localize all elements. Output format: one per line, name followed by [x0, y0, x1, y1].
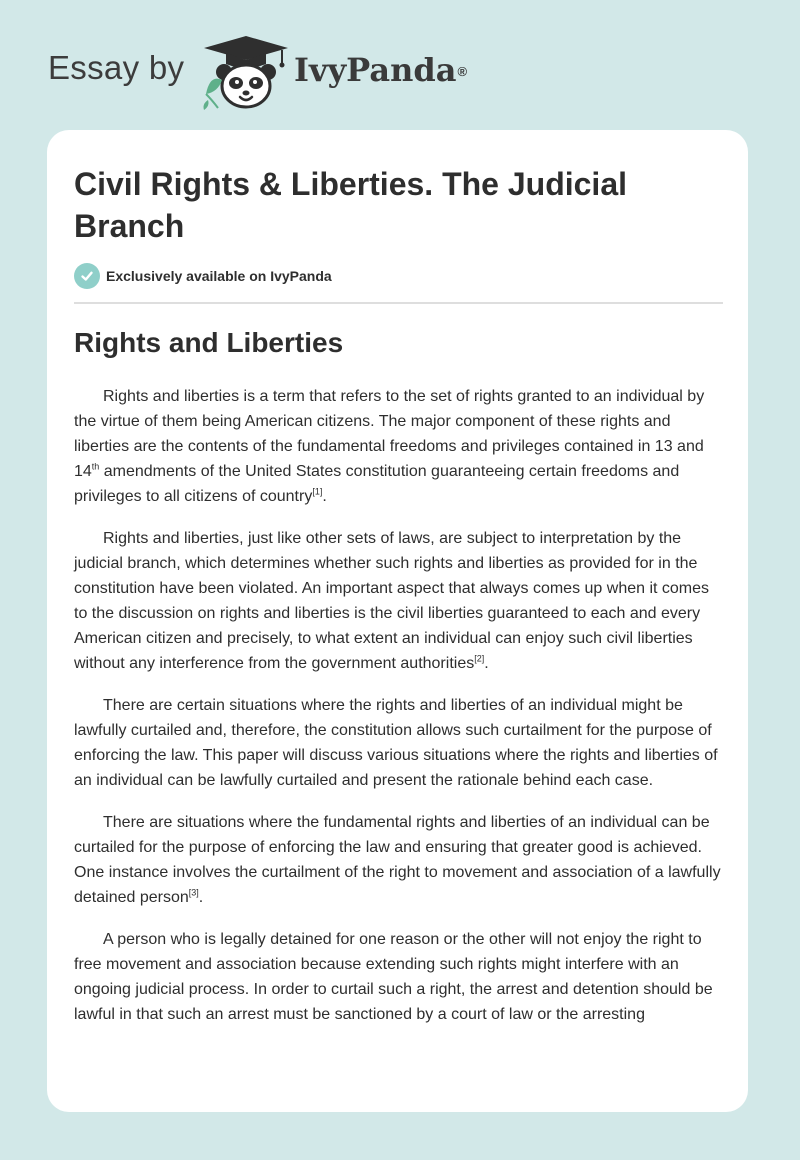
paragraph-2: Rights and liberties, just like other sets of laws, are subject to interpretation by the judicial branch, which determines whether such rights and liberties as provided for in the constitution have been violated. An important aspect that always comes up when it comes to the discussion on rights and liberties is the civil liberties guaranteed to each and every American citizen and precisely, to what extent an individual can enjoy such civil liberties without any interference from the government authorities[2]. — [74, 530, 710, 672]
site-header — [0, 0, 800, 120]
section-heading: Rights and Liberties — [74, 327, 344, 358]
essay-card — [47, 130, 748, 1112]
panda-logo-icon[interactable] — [200, 34, 292, 110]
brand-name[interactable]: IvyPanda® — [294, 51, 468, 89]
superscript-th: th — [91, 461, 100, 472]
check-circle-icon — [74, 263, 100, 289]
exclusive-badge — [74, 263, 332, 289]
registered-mark: ® — [457, 64, 468, 79]
footnote-ref-2[interactable]: [2] — [474, 653, 485, 664]
paragraph-5: A person who is legally detained for one reason or the other will not enjoy the right to free movement and association because extending such rights might interfere with an ongoing judicial process. In order to curtail such a right, the arrest and detention should be lawful in that such an arrest must be sanctioned by a court of law or the arresting — [74, 931, 713, 1023]
page-title: Civil Rights & Liberties. The Judicial Branch — [74, 166, 627, 244]
paragraph-4: There are situations where the fundamental rights and liberties of an individual can be curtailed for the purpose of enforcing the law and ensuring that greater good is achieved. One instance involves the curtailment of the right to movement and association of a lawfully detained person[3]. — [74, 814, 721, 906]
footnote-ref-1[interactable]: [1] — [312, 486, 323, 497]
exclusive-label: Exclusively available on IvyPanda — [106, 268, 332, 284]
essay-body — [74, 384, 726, 1044]
paragraph-1: Rights and liberties is a term that refers to the set of rights granted to an individual by the virtue of them being American citizens. The major component of these rights and liberties are the contents of the fundamental freedoms and privileges contained in 13 and 14th amendments of the United States constitution guaranteeing certain freedoms and privileges to all citizens of country[1]. — [74, 388, 705, 505]
divider — [74, 302, 723, 304]
essay-by-label: Essay by — [48, 49, 185, 86]
paragraph-3: There are certain situations where the rights and liberties of an individual might be lawfully curtailed and, therefore, the constitution allows such curtailment for the purpose of enforcing the law. This paper will discuss various situations where the rights and liberties of an individual can be lawfully curtailed and present the rationale behind each case. — [74, 697, 718, 789]
footnote-ref-3[interactable]: [3] — [188, 887, 199, 898]
